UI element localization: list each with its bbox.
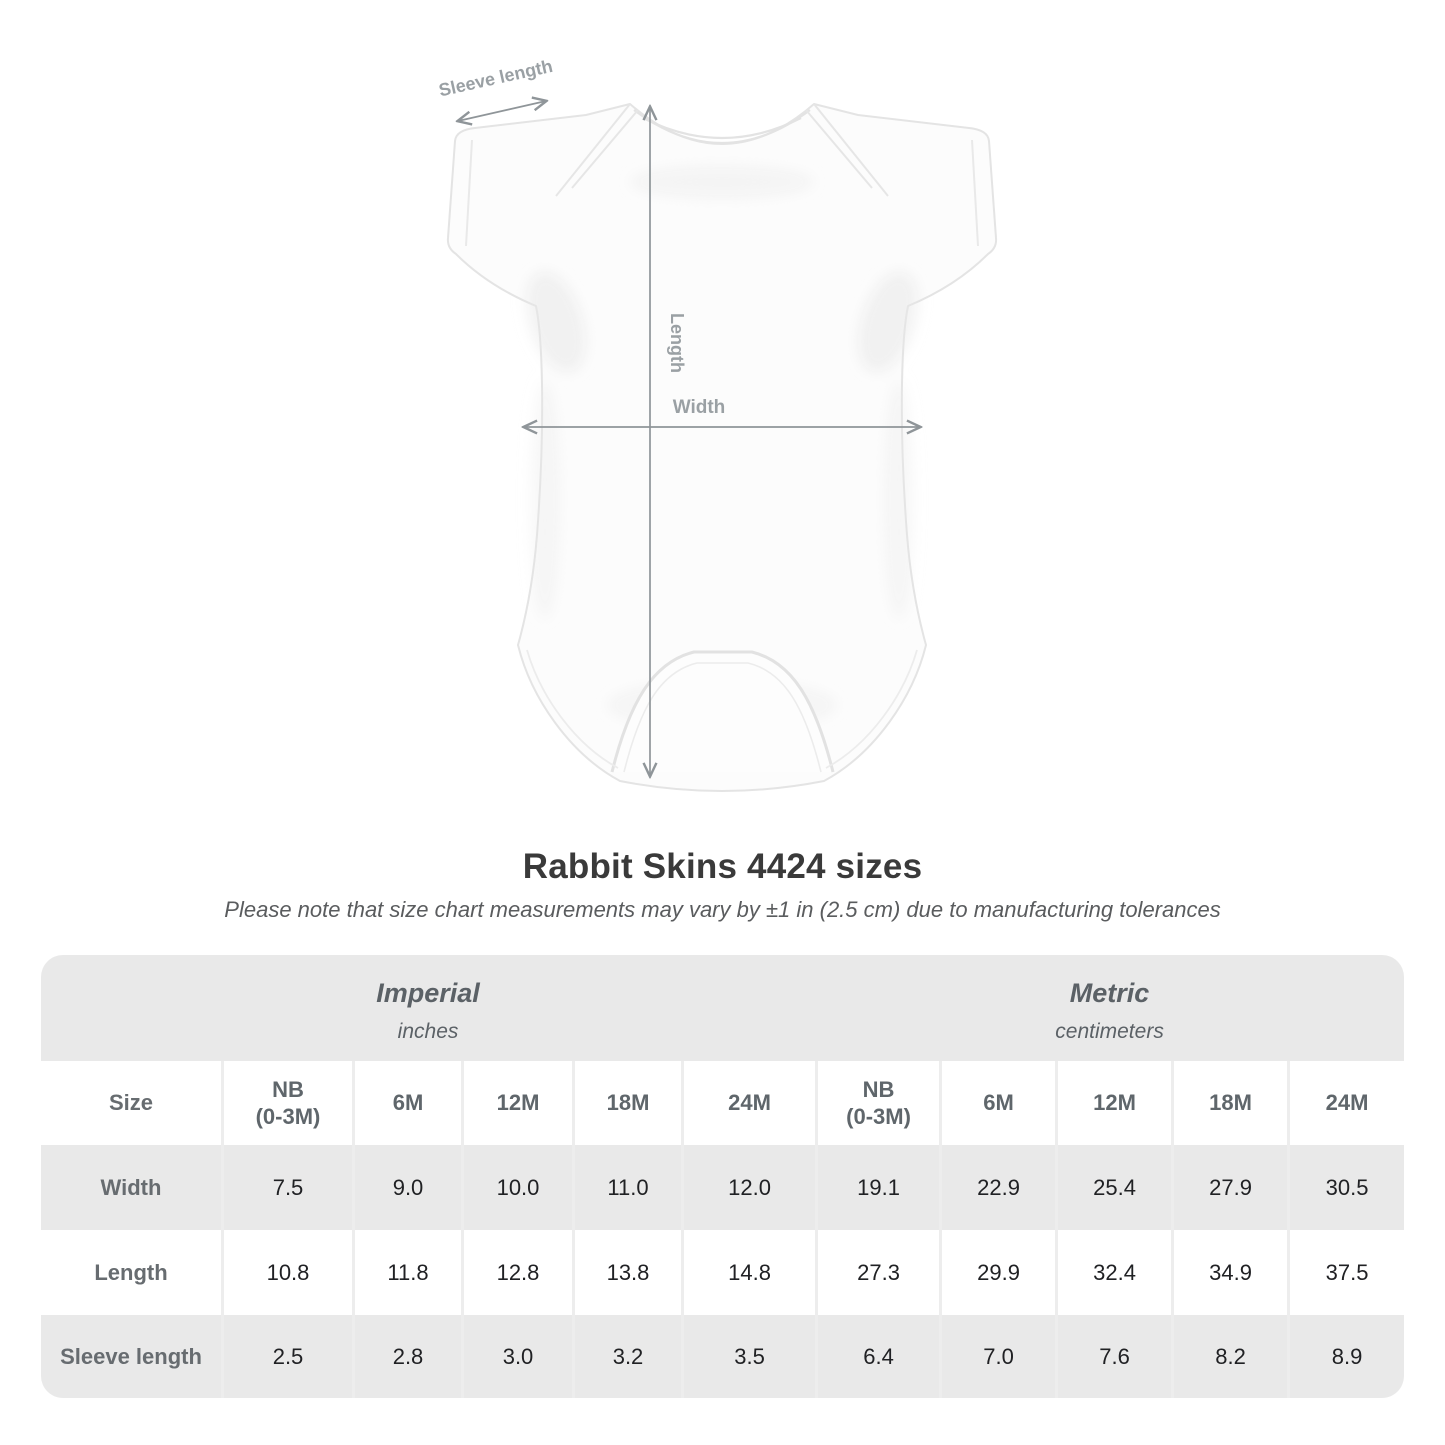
tolerance-note: Please note that size chart measurements may vary by ±1 in (2.5 cm) due to manufacturing tolerances [224, 897, 1221, 922]
sleeve-length-value: 2.5 [221, 1315, 352, 1398]
size-header-row [41, 1061, 1404, 1145]
length-value: 10.8 [221, 1230, 352, 1315]
length-label: Length [667, 313, 687, 373]
sleeve-length-value: 8.2 [1171, 1315, 1287, 1398]
page-title: Rabbit Skins 4424 sizes [522, 847, 923, 886]
sleeve-length-value: 3.0 [461, 1315, 572, 1398]
length-value: 12.8 [461, 1230, 572, 1315]
size-col-header: 6M [939, 1061, 1055, 1145]
sleeve-length-row-label: Sleeve length [41, 1315, 221, 1398]
length-value: 27.3 [815, 1230, 939, 1315]
size-col-header: 24M [1287, 1061, 1404, 1145]
length-value: 34.9 [1171, 1230, 1287, 1315]
width-value: 30.5 [1287, 1145, 1404, 1230]
sleeve-length-value: 8.9 [1287, 1315, 1404, 1398]
size-col-header: 6M [352, 1061, 461, 1145]
width-row [41, 1145, 1404, 1230]
size-col-header: 18M [572, 1061, 681, 1145]
sleeve-length-label: Sleeve length [436, 55, 555, 101]
sleeve-length-value: 7.6 [1055, 1315, 1171, 1398]
sleeve-length-value: 3.5 [681, 1315, 815, 1398]
length-value: 14.8 [681, 1230, 815, 1315]
width-row-label: Width [41, 1145, 221, 1230]
size-col-header: 12M [1055, 1061, 1171, 1145]
size-col-header: 12M [461, 1061, 572, 1145]
size-row-label: Size [41, 1061, 221, 1145]
size-col-header: NB (0-3M) [815, 1061, 939, 1145]
size-col-header: 24M [681, 1061, 815, 1145]
sleeve-length-arrow [458, 101, 546, 121]
width-value: 7.5 [221, 1145, 352, 1230]
width-value: 25.4 [1055, 1145, 1171, 1230]
sleeve-length-row [41, 1315, 1404, 1398]
length-value: 32.4 [1055, 1230, 1171, 1315]
length-row-label: Length [41, 1230, 221, 1315]
sleeve-length-value: 3.2 [572, 1315, 681, 1398]
metric-section-header [815, 955, 1404, 1061]
width-label: Width [672, 397, 726, 418]
size-chart-table [41, 955, 1404, 1398]
width-value: 12.0 [681, 1145, 815, 1230]
size-col-header: NB (0-3M) [221, 1061, 352, 1145]
width-value: 22.9 [939, 1145, 1055, 1230]
width-value: 11.0 [572, 1145, 681, 1230]
width-value: 10.0 [461, 1145, 572, 1230]
width-value: 27.9 [1171, 1145, 1287, 1230]
length-value: 37.5 [1287, 1230, 1404, 1315]
bodysuit-shape [448, 104, 996, 791]
metric-label: Metric [1069, 978, 1150, 1008]
width-value: 19.1 [815, 1145, 939, 1230]
sleeve-length-value: 7.0 [939, 1315, 1055, 1398]
length-value: 11.8 [352, 1230, 461, 1315]
metric-unit: centimeters [1055, 1020, 1164, 1043]
width-value: 9.0 [352, 1145, 461, 1230]
unit-section-row [41, 955, 1404, 1061]
length-value: 13.8 [572, 1230, 681, 1315]
sleeve-length-value: 2.8 [352, 1315, 461, 1398]
length-value: 29.9 [939, 1230, 1055, 1315]
length-row [41, 1230, 1404, 1315]
imperial-label: Imperial [376, 978, 480, 1008]
size-col-header: 18M [1171, 1061, 1287, 1145]
imperial-unit: inches [397, 1020, 459, 1043]
imperial-section-header [41, 955, 815, 1061]
sleeve-length-value: 6.4 [815, 1315, 939, 1398]
